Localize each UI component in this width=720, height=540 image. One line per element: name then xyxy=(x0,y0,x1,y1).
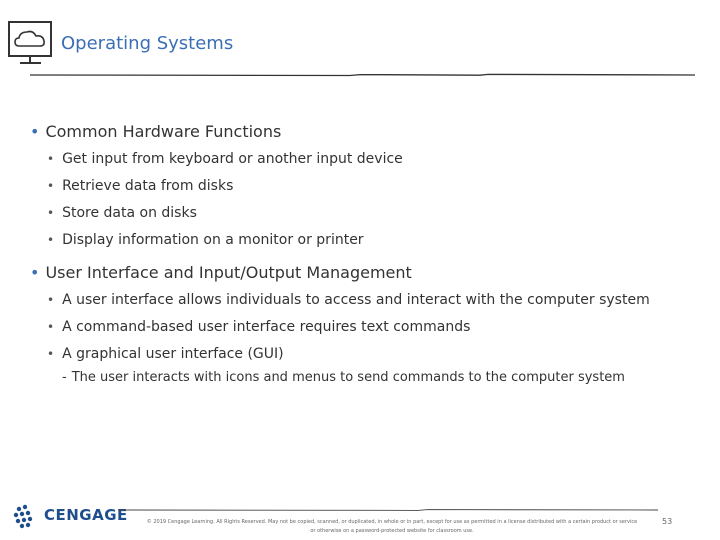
bullet: • xyxy=(30,263,40,282)
section-heading xyxy=(30,263,412,282)
footer-divider xyxy=(118,506,658,514)
list-item-text: Display information on a monitor or printer xyxy=(62,232,364,248)
list-item xyxy=(47,178,233,194)
copyright-notice xyxy=(122,518,662,536)
list-item xyxy=(47,205,197,221)
list-item xyxy=(47,151,403,167)
list-item-text: Get input from keyboard or another input device xyxy=(62,151,403,167)
section-heading-text: Common Hardware Functions xyxy=(45,122,282,141)
bullet: • xyxy=(47,233,55,247)
bullet: • xyxy=(47,179,55,193)
list-item-text: A command-based user interface requires text commands xyxy=(62,319,471,335)
list-item xyxy=(47,232,364,248)
bullet: • xyxy=(47,320,55,334)
bullet: • xyxy=(47,152,55,166)
sub-list-item xyxy=(62,370,625,385)
dash-marker: - xyxy=(62,370,67,385)
list-item-text: A user interface allows individuals to access and interact with the computer system xyxy=(62,292,650,308)
list-item xyxy=(47,346,284,362)
list-item-text: A graphical user interface (GUI) xyxy=(62,346,284,362)
list-item-text: Retrieve data from disks xyxy=(62,178,234,194)
slide-title: Operating Systems xyxy=(61,33,234,54)
section-heading xyxy=(30,122,281,141)
bullet: • xyxy=(47,347,55,361)
section-heading-text: User Interface and Input/Output Management xyxy=(45,263,412,282)
bullet: • xyxy=(47,206,55,220)
copyright-line: © 2019 Cengage Learning. All Rights Reserved. May not be copied, scanned, or duplicated, in whole or in part, except for use as permitted in a license distributed with a certain product or service xyxy=(146,519,638,525)
sub-list-item-text: The user interacts with icons and menus to send commands to the computer system xyxy=(71,370,625,385)
list-item-text: Store data on disks xyxy=(62,205,197,221)
page-number: 53 xyxy=(662,517,673,526)
copyright-line: or otherwise on a password-protected website for classroom use. xyxy=(310,528,474,534)
logo-text: CENGAGE xyxy=(44,506,128,524)
bullet: • xyxy=(30,122,40,141)
list-item xyxy=(47,292,650,308)
bullet: • xyxy=(47,293,55,307)
list-item xyxy=(47,319,470,335)
